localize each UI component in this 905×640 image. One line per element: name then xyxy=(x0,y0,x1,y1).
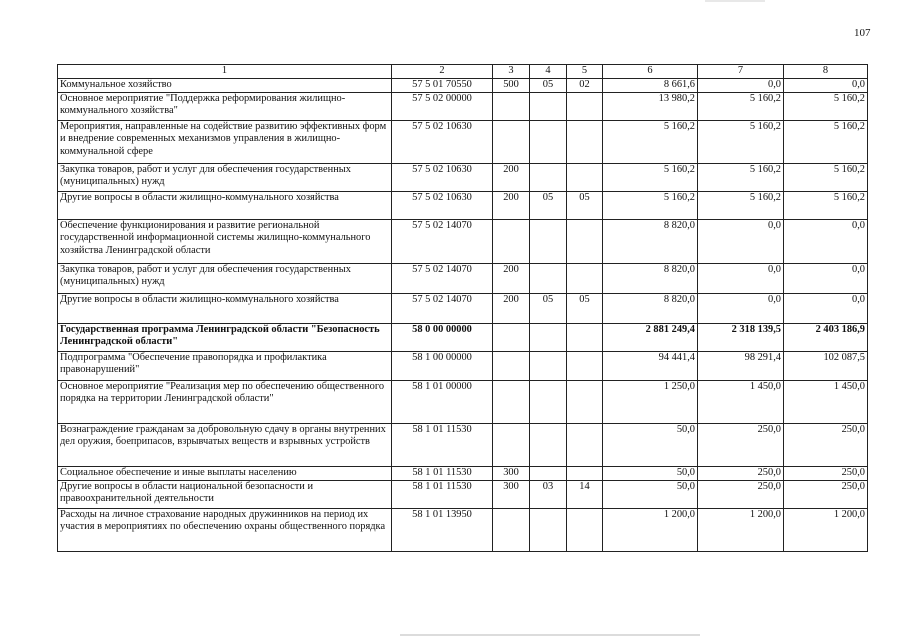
amount-year-2: 2 318 139,5 xyxy=(698,323,784,351)
row-description: Обеспечение функционирования и развитие региональной государственной информационной системы жилищно-коммунального хозяйства Ленинградской области xyxy=(58,219,392,263)
table-row xyxy=(58,263,868,293)
section-code xyxy=(530,466,567,480)
amount-year-2: 5 160,2 xyxy=(698,92,784,120)
amount-year-3: 5 160,2 xyxy=(784,191,868,219)
expense-type: 200 xyxy=(493,263,530,293)
row-description: Государственная программа Ленинградской области "Безопасность Ленинградской области" xyxy=(58,323,392,351)
amount-year-3: 250,0 xyxy=(784,423,868,466)
subsection-code xyxy=(567,351,603,380)
subsection-code: 14 xyxy=(567,480,603,508)
section-code xyxy=(530,219,567,263)
expense-type xyxy=(493,508,530,551)
expense-type: 200 xyxy=(493,163,530,191)
subsection-code xyxy=(567,163,603,191)
row-description: Закупка товаров, работ и услуг для обеспечения государственных (муниципальных) нужд xyxy=(58,163,392,191)
expense-type xyxy=(493,219,530,263)
amount-year-3: 0,0 xyxy=(784,263,868,293)
header-cell: 5 xyxy=(567,65,603,79)
amount-year-3: 1 450,0 xyxy=(784,380,868,423)
row-description: Другие вопросы в области жилищно-коммунального хозяйства xyxy=(58,293,392,323)
row-description: Основное мероприятие "Поддержка реформирования жилищно-коммунального хозяйства" xyxy=(58,92,392,120)
table-row xyxy=(58,293,868,323)
expense-type: 300 xyxy=(493,480,530,508)
scan-artifact-top xyxy=(705,0,765,2)
budget-code: 58 1 01 11530 xyxy=(392,480,493,508)
amount-year-2: 250,0 xyxy=(698,466,784,480)
amount-year-1: 1 200,0 xyxy=(603,508,698,551)
row-description: Другие вопросы в области национальной безопасности и правоохранительной деятельности xyxy=(58,480,392,508)
budget-code: 58 1 01 11530 xyxy=(392,423,493,466)
amount-year-3: 5 160,2 xyxy=(784,92,868,120)
section-code xyxy=(530,423,567,466)
section-code xyxy=(530,380,567,423)
amount-year-2: 5 160,2 xyxy=(698,191,784,219)
amount-year-1: 13 980,2 xyxy=(603,92,698,120)
section-code: 05 xyxy=(530,191,567,219)
amount-year-3: 5 160,2 xyxy=(784,163,868,191)
amount-year-1: 50,0 xyxy=(603,423,698,466)
scan-artifact-bottom xyxy=(400,634,700,636)
amount-year-1: 2 881 249,4 xyxy=(603,323,698,351)
table-row xyxy=(58,163,868,191)
subsection-code xyxy=(567,219,603,263)
section-code: 05 xyxy=(530,78,567,92)
table-row xyxy=(58,120,868,163)
header-cell: 3 xyxy=(493,65,530,79)
expense-type xyxy=(493,351,530,380)
row-description: Коммунальное хозяйство xyxy=(58,78,392,92)
expense-type xyxy=(493,380,530,423)
subsection-code xyxy=(567,323,603,351)
section-code xyxy=(530,163,567,191)
amount-year-2: 0,0 xyxy=(698,293,784,323)
subsection-code xyxy=(567,508,603,551)
section-code: 05 xyxy=(530,293,567,323)
row-description: Расходы на личное страхование народных дружинников на период их участия в мероприятиях по обеспечению охраны общественного порядка xyxy=(58,508,392,551)
amount-year-1: 8 820,0 xyxy=(603,263,698,293)
table-row xyxy=(58,380,868,423)
amount-year-2: 250,0 xyxy=(698,423,784,466)
amount-year-2: 1 200,0 xyxy=(698,508,784,551)
expense-type: 200 xyxy=(493,191,530,219)
table-row xyxy=(58,508,868,551)
budget-code: 57 5 02 14070 xyxy=(392,219,493,263)
subsection-code xyxy=(567,380,603,423)
row-description: Вознаграждение гражданам за добровольную сдачу в органы внутренних дел оружия, боеприпасов, взрывчатых веществ и взрывных устройств xyxy=(58,423,392,466)
row-description: Закупка товаров, работ и услуг для обеспечения государственных (муниципальных) нужд xyxy=(58,263,392,293)
amount-year-2: 1 450,0 xyxy=(698,380,784,423)
amount-year-3: 102 087,5 xyxy=(784,351,868,380)
subsection-code xyxy=(567,92,603,120)
table-body xyxy=(58,65,868,552)
header-cell: 7 xyxy=(698,65,784,79)
section-code xyxy=(530,323,567,351)
table-row xyxy=(58,351,868,380)
budget-code: 57 5 01 70550 xyxy=(392,78,493,92)
budget-code: 58 1 01 13950 xyxy=(392,508,493,551)
amount-year-1: 1 250,0 xyxy=(603,380,698,423)
table-row xyxy=(58,92,868,120)
header-cell: 1 xyxy=(58,65,392,79)
table-row xyxy=(58,191,868,219)
amount-year-1: 8 820,0 xyxy=(603,293,698,323)
section-code xyxy=(530,351,567,380)
budget-code: 57 5 02 14070 xyxy=(392,293,493,323)
row-description: Другие вопросы в области жилищно-коммунального хозяйства xyxy=(58,191,392,219)
table-row xyxy=(58,466,868,480)
amount-year-3: 0,0 xyxy=(784,78,868,92)
amount-year-1: 50,0 xyxy=(603,466,698,480)
amount-year-3: 250,0 xyxy=(784,480,868,508)
section-code: 03 xyxy=(530,480,567,508)
section-code xyxy=(530,508,567,551)
expense-type: 500 xyxy=(493,78,530,92)
amount-year-1: 50,0 xyxy=(603,480,698,508)
amount-year-2: 0,0 xyxy=(698,219,784,263)
expense-type xyxy=(493,120,530,163)
row-description: Основное мероприятие "Реализация мер по обеспечению общественного порядка на территории Ленинградской области" xyxy=(58,380,392,423)
budget-code: 57 5 02 10630 xyxy=(392,163,493,191)
budget-code: 57 5 02 10630 xyxy=(392,120,493,163)
amount-year-1: 8 820,0 xyxy=(603,219,698,263)
budget-code: 57 5 02 10630 xyxy=(392,191,493,219)
amount-year-1: 94 441,4 xyxy=(603,351,698,380)
table-row xyxy=(58,78,868,92)
amount-year-2: 250,0 xyxy=(698,480,784,508)
header-cell: 6 xyxy=(603,65,698,79)
table-row xyxy=(58,423,868,466)
section-code xyxy=(530,92,567,120)
page-number: 107 xyxy=(854,27,871,39)
amount-year-3: 0,0 xyxy=(784,219,868,263)
subsection-code xyxy=(567,120,603,163)
expense-type xyxy=(493,323,530,351)
expense-type: 300 xyxy=(493,466,530,480)
subsection-code: 05 xyxy=(567,191,603,219)
table-header-row xyxy=(58,65,868,79)
budget-code: 58 1 01 11530 xyxy=(392,466,493,480)
budget-code: 57 5 02 14070 xyxy=(392,263,493,293)
budget-code: 58 1 00 00000 xyxy=(392,351,493,380)
budget-table xyxy=(57,64,868,552)
section-code xyxy=(530,120,567,163)
table-row xyxy=(58,323,868,351)
amount-year-1: 5 160,2 xyxy=(603,120,698,163)
amount-year-1: 5 160,2 xyxy=(603,191,698,219)
amount-year-2: 98 291,4 xyxy=(698,351,784,380)
amount-year-2: 5 160,2 xyxy=(698,163,784,191)
amount-year-3: 5 160,2 xyxy=(784,120,868,163)
budget-code: 58 0 00 00000 xyxy=(392,323,493,351)
row-description: Подпрограмма "Обеспечение правопорядка и профилактика правонарушений" xyxy=(58,351,392,380)
budget-code: 57 5 02 00000 xyxy=(392,92,493,120)
budget-code: 58 1 01 00000 xyxy=(392,380,493,423)
subsection-code: 05 xyxy=(567,293,603,323)
header-cell: 8 xyxy=(784,65,868,79)
row-description: Мероприятия, направленные на содействие развитию эффективных форм и внедрение современных механизмов управления в жилищно-коммунальной сфере xyxy=(58,120,392,163)
table-row xyxy=(58,480,868,508)
header-cell: 2 xyxy=(392,65,493,79)
expense-type xyxy=(493,423,530,466)
amount-year-2: 0,0 xyxy=(698,78,784,92)
subsection-code: 02 xyxy=(567,78,603,92)
amount-year-3: 250,0 xyxy=(784,466,868,480)
amount-year-1: 5 160,2 xyxy=(603,163,698,191)
expense-type xyxy=(493,92,530,120)
table-row xyxy=(58,219,868,263)
amount-year-3: 1 200,0 xyxy=(784,508,868,551)
row-description: Социальное обеспечение и иные выплаты населению xyxy=(58,466,392,480)
amount-year-2: 5 160,2 xyxy=(698,120,784,163)
subsection-code xyxy=(567,263,603,293)
expense-type: 200 xyxy=(493,293,530,323)
subsection-code xyxy=(567,466,603,480)
subsection-code xyxy=(567,423,603,466)
amount-year-3: 2 403 186,9 xyxy=(784,323,868,351)
amount-year-2: 0,0 xyxy=(698,263,784,293)
section-code xyxy=(530,263,567,293)
amount-year-3: 0,0 xyxy=(784,293,868,323)
header-cell: 4 xyxy=(530,65,567,79)
amount-year-1: 8 661,6 xyxy=(603,78,698,92)
